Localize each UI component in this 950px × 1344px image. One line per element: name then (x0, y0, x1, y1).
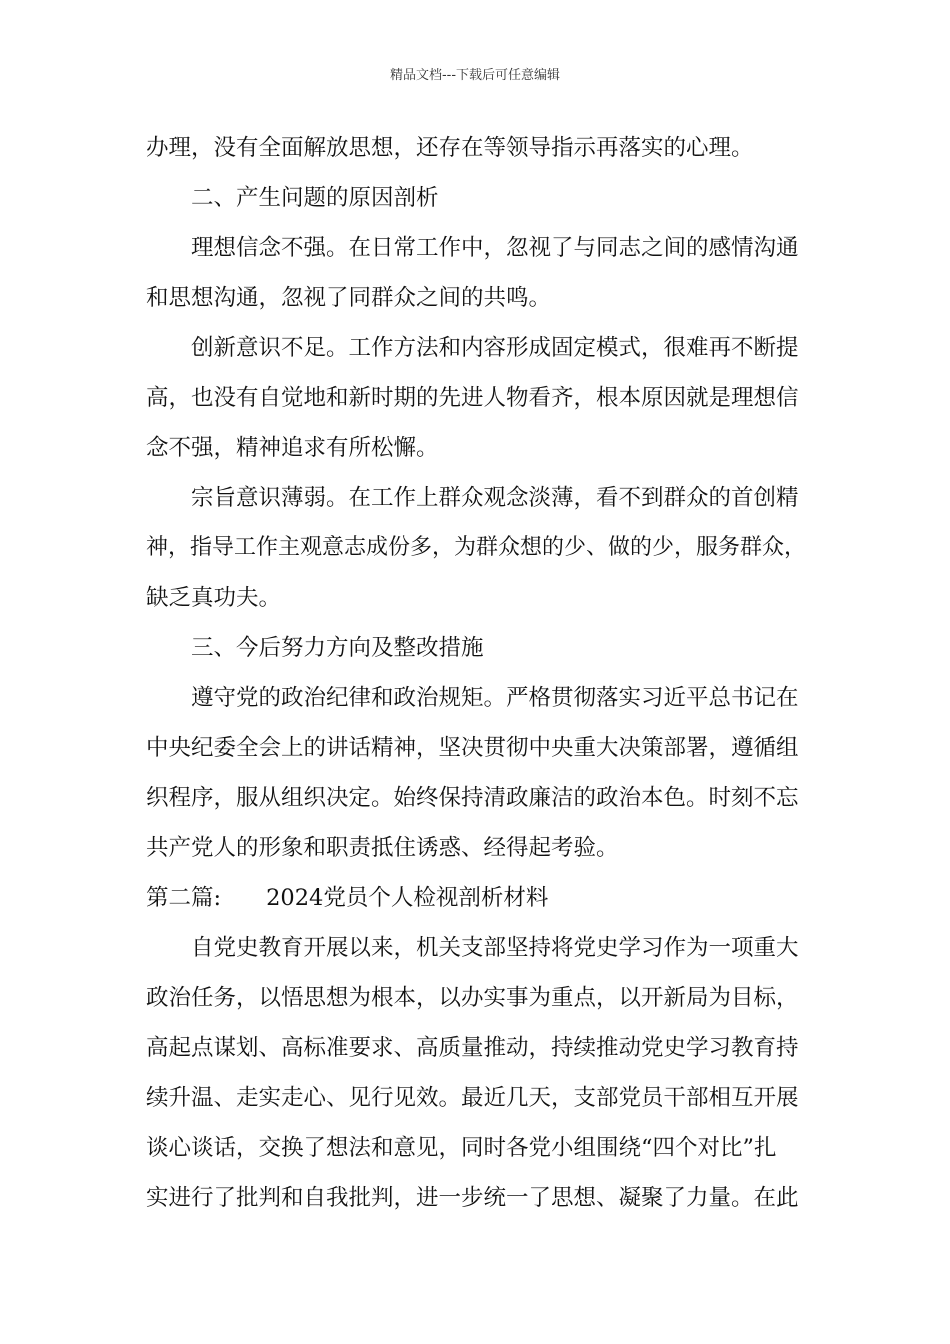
text-line: 高，也没有自觉地和新时期的先进人物看齐，根本原因就是理想信 (146, 385, 799, 411)
chapter-title: 第二篇: 2024党员个人检视剖析材料 (146, 885, 549, 911)
section-heading: 三、今后努力方向及整改措施 (191, 635, 484, 661)
text-line: 办理，没有全面解放思想，还存在等领导指示再落实的心理。 (146, 135, 754, 161)
text-line: 和思想沟通，忽视了同群众之间的共鸣。 (146, 285, 552, 311)
text-line: 中央纪委全会上的讲话精神，坚决贯彻中央重大决策部署，遵循组 (146, 735, 799, 761)
text-line: 创新意识不足。工作方法和内容形成固定模式，很难再不断提 (191, 335, 799, 361)
text-line: 织程序，服从组织决定。始终保持清政廉洁的政治本色。时刻不忘 (146, 785, 799, 811)
text-line: 自党史教育开展以来，机关支部坚持将党史学习作为一项重大 (191, 935, 799, 961)
page-header: 精品文档---下载后可任意编辑 (389, 68, 561, 83)
text-line: 神，指导工作主观意志成份多，为群众想的少、做的少，服务群众， (146, 535, 807, 560)
text-line: 理想信念不强。在日常工作中，忽视了与同志之间的感情沟通 (191, 235, 799, 261)
text-line: 共产党人的形象和职责抵住诱惑、经得起考验。 (146, 835, 619, 861)
text-line: 实进行了批判和自我批判，进一步统一了思想、凝聚了力量。在此 (146, 1185, 799, 1211)
text-line: 续升温、走实走心、见行见效。最近几天，支部党员干部相互开展 (146, 1085, 799, 1111)
text-line: 谈心谈话，交换了想法和意见，同时各党小组围绕“四个对比”扎 (146, 1135, 777, 1161)
text-line: 宗旨意识薄弱。在工作上群众观念淡薄，看不到群众的首创精 (191, 485, 799, 511)
section-heading: 二、产生问题的原因剖析 (191, 185, 439, 211)
text-line: 遵守党的政治纪律和政治规矩。严格贯彻落实习近平总书记在 (191, 685, 799, 711)
text-line: 高起点谋划、高标准要求、高质量推动，持续推动党史学习教育持 (146, 1035, 799, 1061)
text-line: 政治任务，以悟思想为根本，以办实事为重点，以开新局为目标， (146, 985, 799, 1011)
text-line: 念不强，精神追求有所松懈。 (146, 435, 439, 461)
text-line: 缺乏真功夫。 (146, 585, 282, 611)
